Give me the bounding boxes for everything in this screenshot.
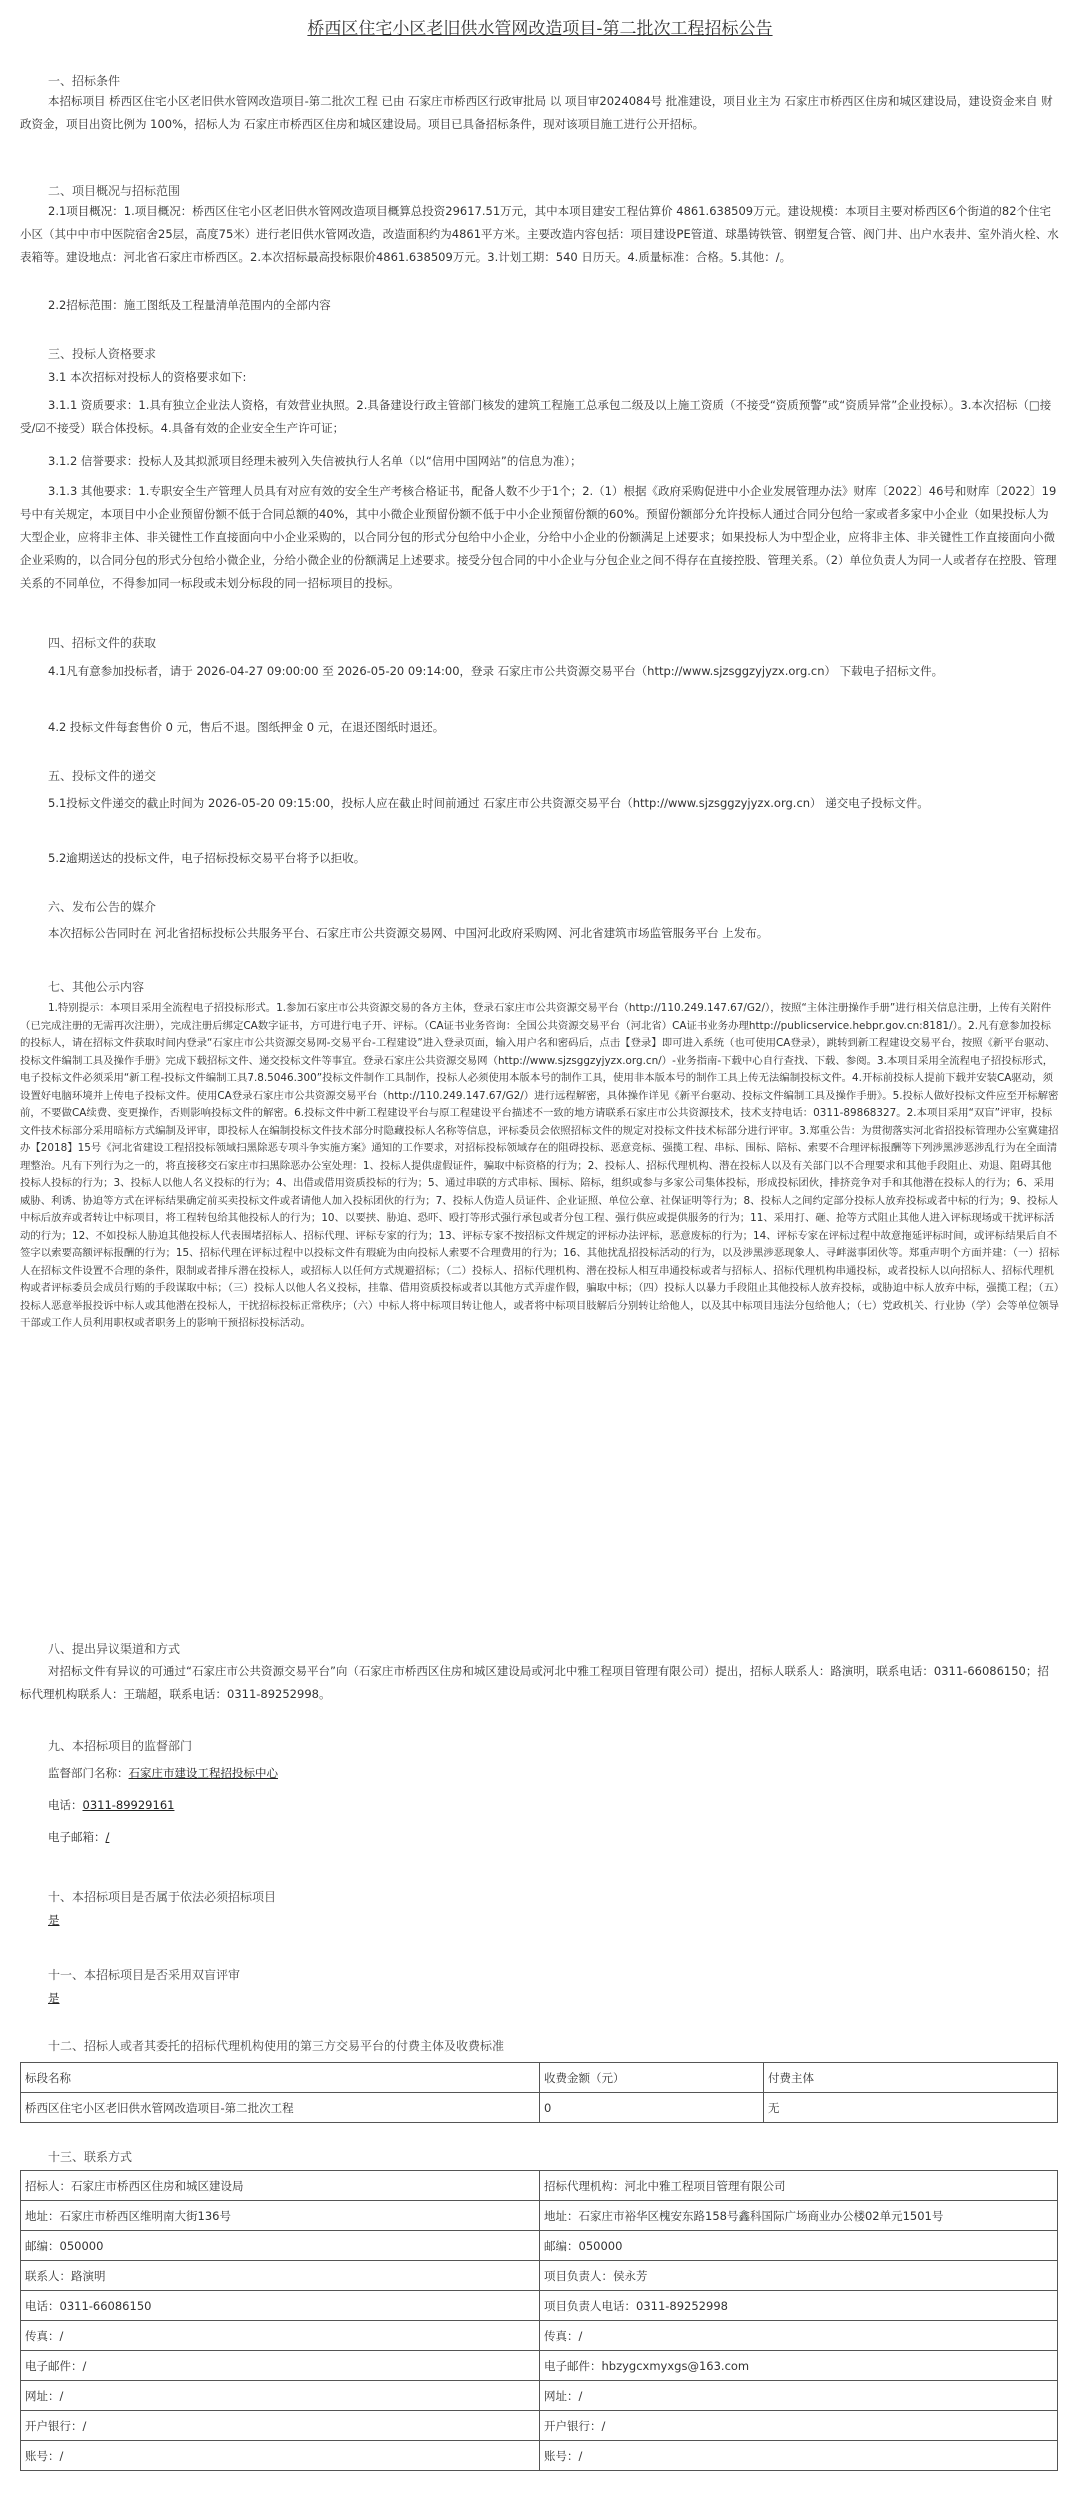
contact-agency-address: 地址：石家庄市裕华区槐安东路158号鑫科国际广场商业办公楼02单元1501号 xyxy=(540,2201,1058,2231)
section-heading-11: 十一、本招标项目是否采用双盲评审 xyxy=(48,1968,241,1982)
contact-tenderer-bank: 开户银行：/ xyxy=(21,2411,540,2441)
contact-tenderer-fax: 传真：/ xyxy=(21,2321,540,2351)
contact-tenderer: 招标人：石家庄市桥西区住房和城区建设局 xyxy=(21,2171,540,2201)
supervisor-dept-label: 监督部门名称： xyxy=(48,1766,129,1780)
section-heading-12: 十二、招标人或者其委托的招标代理机构使用的第三方交易平台的付费主体及收费标准 xyxy=(48,2039,505,2053)
section-heading-2: 二、项目概况与招标范围 xyxy=(48,184,181,198)
table-row xyxy=(21,2351,1058,2381)
section-3-qualification: 3.1.1 资质要求：1.具有独立企业法人资格，有效营业执照。2.具备建设行政主管部门核发的建筑工程施工总承包二级及以上施工资质（不接受“资质预警”或“资质异常”企业投标）。3.本次招标（□接受/☑不接受）联合体投标。4.具备有效的企业安全生产许可证； xyxy=(20,398,1052,435)
fee-header-section: 标段名称 xyxy=(21,2063,540,2093)
section-2-overview: 2.1项目概况：1.项目概况：桥西区住宅小区老旧供水管网改造项目概算总投资29617.51万元，其中本项目建安工程估算价 4861.638509万元。建设规模：本项目主要对桥西区6个街道的82个住宅小区（其中中市中医院宿舍25层，高度75米）进行老旧供水管网改造，改造面积约为4861平方米。主要改造内容包括：项目建设PE管道、球墨铸铁管、钢塑复合管、阀门井、出户水表井、室外消火栓、水表箱等。建设地点：河北省石家庄市桥西区。2.本次招标最高投标限价4861.638509万元。3.计划工期：540 日历天。4.质量标准：合格。5.其他：/。 xyxy=(20,204,1059,264)
table-row xyxy=(21,2201,1058,2231)
supervisor-email-label: 电子邮箱： xyxy=(48,1830,106,1844)
table-row xyxy=(21,2171,1058,2201)
fee-cell-amount: 0 xyxy=(540,2093,764,2123)
section-heading-6: 六、发布公告的媒介 xyxy=(48,900,157,914)
supervisor-dept-line xyxy=(48,1765,278,1781)
contact-agency-website: 网址：/ xyxy=(540,2381,1058,2411)
contact-tenderer-phone: 电话：0311-66086150 xyxy=(21,2291,540,2321)
contact-tenderer-email: 电子邮件：/ xyxy=(21,2351,540,2381)
contact-agency-manager: 项目负责人：侯永芳 xyxy=(540,2261,1058,2291)
section-heading-4: 四、招标文件的获取 xyxy=(48,636,157,650)
contact-agency: 招标代理机构：河北中雅工程项目管理有限公司 xyxy=(540,2171,1058,2201)
table-row xyxy=(21,2381,1058,2411)
section-5-late: 5.2逾期送达的投标文件，电子招标投标交易平台将予以拒收。 xyxy=(48,851,366,865)
fee-header-payer: 付费主体 xyxy=(764,2063,1058,2093)
table-row xyxy=(21,2441,1058,2471)
section-3-other: 3.1.3 其他要求：1.专职安全生产管理人员具有对应有效的安全生产考核合格证书，配备人数不少于1个；2.（1）根据《政府采购促进中小企业发展管理办法》财库〔2022〕46号和财库〔2022〕19号中有关规定，本项目中小企业预留份额不低于合同总额的40%，其中小微企业预留份额不低于中小企业预留份额的60%。预留份额部分允许投标人通过合同分包给一家或者多家中小企业（如果投标人为大型企业，应将非主体、非关键性工作直接面向中小企业采购的，以合同分包的形式分包给中小企业，分给中小企业的份额满足上述要求；如果投标人为中型企业，应将非主体、非关键性工作直接面向小微企业采购的，以合同分包的形式分包给小微企业，分给小微企业的份额满足上述要求。接受分包合同的中小企业与分包企业之间不得存在直接控股、管理关系。（2）单位负责人为同一人或者存在控股、管理关系的不同单位，不得参加同一标段或未划分标段的同一招标项目的投标。 xyxy=(20,484,1057,590)
table-row xyxy=(21,2231,1058,2261)
section-6-media: 本次招标公告同时在 河北省招标投标公共服务平台、石家庄市公共资源交易网、中国河北政府采购网、河北省建筑市场监管服务平台 上发布。 xyxy=(48,926,769,940)
section-heading-7: 七、其他公示内容 xyxy=(48,980,145,994)
contact-tenderer-postcode: 邮编：050000 xyxy=(21,2231,540,2261)
section-3-credit: 3.1.2 信誉要求：投标人及其拟派项目经理未被列入失信被执行人名单（以“信用中国网站”的信息为准）； xyxy=(48,454,582,468)
fee-table-header xyxy=(21,2063,1058,2093)
table-row xyxy=(21,2261,1058,2291)
contact-agency-bank: 开户银行：/ xyxy=(540,2411,1058,2441)
section-8-text: 对招标文件有异议的可通过“石家庄市公共资源交易平台”向（石家庄市桥西区住房和城区建设局或河北中雅工程项目管理有限公司）提出，招标人联系人：路演明，联系电话：0311-66086150；招标代理机构联系人：王瑞超，联系电话：0311-89252998。 xyxy=(20,1664,1049,1701)
section-heading-5: 五、投标文件的递交 xyxy=(48,769,157,783)
contact-agency-email: 电子邮件：hbzygcxmyxgs@163.com xyxy=(540,2351,1058,2381)
supervisor-phone-label: 电话： xyxy=(48,1798,83,1812)
supervisor-email-value: / xyxy=(105,1830,110,1844)
section-heading-13: 十三、联系方式 xyxy=(48,2150,133,2164)
section-7-text: 1.特别提示：本项目采用全流程电子招投标形式。1.参加石家庄市公共资源交易的各方主体，登录石家庄市公共资源交易平台（http://110.249.147.67/G2/），按照“主体注册操作手册”进行相关信息注册，上传有关附件（已完成注册的无需再次注册），完成注册后绑定CA数字证书，方可进行电子开、评标。（CA证书业务咨询：全国公共资源交易平台（河北省）CA证书业务办理http://publicservice.hebpr.gov.cn:8181/）。2.凡有意参加投标的投标人，请在招标文件获取时间内登录“石家庄市公共资源交易网-交易平台-工程建设”进入登录页面，输入用户名和密码后，点击【登录】即可进入系统（也可使用CA登录），跳转到新工程建设交易平台，按照《新平台驱动、投标文件编制工具及操作手册》完成下载招标文件、递交投标文件等事宜。登录石家庄公共资源交易网（http://www.sjzsggzyjyzx.org.cn/）-业务指南-下载中心自行查找、下载、参阅。3.本项目采用全流程电子招投标形式，电子投标文件必须采用“新工程-投标文件编制工具7.8.5046.300”投标文件制作工具制作，投标人必须使用本版本号的制作工具，使用非本版本号的制作工具上传无法编制投标文件。4.开标前投标人提前下载并安装CA驱动，须设置好电脑环境并上传电子投标文件。使用CA登录石家庄市公共资源交易平台（http://110.249.147.67/G2/）进行远程解密，具体操作详见《新平台驱动、投标文件编制工具及操作手册》。5.投标人做好投标文件应至开标解密前，不要做CA续费、变更操作，否则影响投标文件的解密。6.投标文件中新工程建设平台与原工程建设平台描述不一致的地方请联系石家庄市公共资源技术，技术支持电话：0311-89868327。2.本项目采用“双盲”评审，投标文件技术标部分采用暗标方式编制及评审，即投标人在编制投标文件技术部分时隐藏投标人名称等信息，评标委员会依照招标文件的规定对投标文件技术标部分进行评审。3.郑重公告：为贯彻落实河北省招投标管理办公室冀建招办【2018】15号《河北省建设工程招投标领域扫黑除恶专项斗争实施方案》通知的工作要求，对招标投标领域存在的阻碍投标、恶意竞标、强揽工程、串标、围标、陪标、索要不合理评标报酬等下列涉黑涉恶涉乱行为在全面清理整治。凡有下列行为之一的，将直接移交石家庄市扫黑除恶办公室处理：1、投标人提供虚假证件，骗取中标资格的行为；2、投标人、招标代理机构、潜在投标人以及有关部门以不合理要求和其他手段阻止、劝退、阻碍其他投标人投标的行为；3、投标人以他人名义投标的行为；4、出借或借用资质投标的行为；5、通过串联的方式串标、围标、陪标，组织或参与多家公司集体投标，形成投标团伙，排挤竞争对手和其他潜在投标人的行为；6、采用威胁、利诱、协迫等方式在评标结果确定前买卖投标文件或者请他人加入投标团伙的行为；7、投标人伪造人员证件、企业证照、单位公章、社保证明等行为；8、投标人之间约定部分投标人放弃投标或者中标的行为；9、投标人中标后放弃或者转让中标项目，将工程转包给其他投标人的行为；10、以要挟、胁迫、恐吓、殴打等形式强行承包或者分包工程、强行供应或提供服务的行为；11、采用打、砸、抢等方式阻止其他人进入评标现场或干扰评标活动的行为；12、不如投标人胁迫其他投标人代表围堵招标人、招标代理、评标专家的行为；13、评标专家不按招标文件规定的评标办法评标，恶意废标的行为；14、评标专家在评标过程中故意拖延评标时间，或评标结果后自不签字以索要高额评标报酬的行为；15、招标代理在评标过程中以投标文件有瑕疵为由向投标人索要不合理费用的行为；16、其他扰乱招投标活动的行为，以及涉黑涉恶现象人、寻衅滋事团伙等。郑重声明个方面并建：（一）招标人在招标文件设置不合理的条件，限制或者排斥潜在投标人，或招标人以任何方式规避招标；（二）投标人、招标代理机构、潜在投标人相互串通投标或者与招标人、招标代理机构串通投标，或者投标人以向招标人、招标代理机构或者评标委员会成员行贿的手段谋取中标；（三）投标人以他人名义投标，挂靠、借用资质投标或者以其他方式弄虚作假，骗取中标；（四）投标人以暴力手段阻止其他投标人放弃投标，或胁迫中标人放弃中标，强揽工程；（五）投标人恶意举报投诉中标人或其他潜在投标人，干扰招标投标正常秩序；（六）中标人将中标项目转让他人，或者将中标项目肢解后分别转让给他人，以及其中标项目违法分包给他人；（七）党政机关、行业协（学）会等单位领导干部或工作人员利用职权或者职务上的影响干预招标投标活动。 xyxy=(20,1002,1060,1329)
section-heading-10: 十、本招标项目是否属于依法必须招标项目 xyxy=(48,1890,277,1904)
table-row xyxy=(21,2291,1058,2321)
table-row xyxy=(21,2093,1058,2123)
fee-header-amount: 收费金额（元） xyxy=(540,2063,764,2093)
contact-tenderer-person: 联系人：路演明 xyxy=(21,2261,540,2291)
section-heading-9: 九、本招标项目的监督部门 xyxy=(48,1739,193,1753)
table-row xyxy=(21,2411,1058,2441)
section-heading-8: 八、提出异议渠道和方式 xyxy=(48,1642,181,1656)
contact-tenderer-website: 网址：/ xyxy=(21,2381,540,2411)
supervisor-dept-value: 石家庄市建设工程招投标中心 xyxy=(128,1766,278,1780)
section-10-value: 是 xyxy=(48,1913,60,1927)
supervisor-phone-value: 0311-89929161 xyxy=(82,1798,175,1812)
section-4-download: 4.1凡有意参加投标者，请于 2026-04-27 09:00:00 至 2026-05-20 09:14:00，登录 石家庄市公共资源交易平台（http://www.sjzsggzyjyzx.org.cn） 下载电子招标文件。 xyxy=(48,664,944,678)
contact-tenderer-account: 账号：/ xyxy=(21,2441,540,2471)
section-5-deadline: 5.1投标文件递交的截止时间为 2026-05-20 09:15:00，投标人应在截止时间前通过 石家庄市公共资源交易平台（http://www.sjzsggzyjyzx.org.cn） 递交电子投标文件。 xyxy=(48,796,929,810)
contact-table xyxy=(20,2170,1058,2471)
section-heading-1: 一、招标条件 xyxy=(48,74,121,88)
table-row xyxy=(21,2321,1058,2351)
section-11-value: 是 xyxy=(48,1991,60,2005)
contact-tenderer-address: 地址：石家庄市桥西区维明南大街136号 xyxy=(21,2201,540,2231)
contact-agency-postcode: 邮编：050000 xyxy=(540,2231,1058,2261)
section-4-price: 4.2 投标文件每套售价 0 元，售后不退。图纸押金 0 元，在退还图纸时退还。 xyxy=(48,720,445,734)
supervisor-email-line xyxy=(48,1829,109,1845)
fee-cell-payer: 无 xyxy=(764,2093,1058,2123)
page-title: 桥西区住宅小区老旧供水管网改造项目-第二批次工程招标公告 xyxy=(307,19,773,39)
section-3-intro: 3.1 本次招标对投标人的资格要求如下: xyxy=(48,370,247,384)
section-heading-3: 三、投标人资格要求 xyxy=(48,347,157,361)
fee-cell-section: 桥西区住宅小区老旧供水管网改造项目-第二批次工程 xyxy=(21,2093,540,2123)
section-1-text: 本招标项目 桥西区住宅小区老旧供水管网改造项目-第二批次工程 已由 石家庄市桥西区行政审批局 以 项目审2024084号 批准建设，项目业主为 石家庄市桥西区住房和城区建设局，建设资金来自 财政资金，项目出资比例为 100%，招标人为 石家庄市桥西区住房和城区建设局。项目已具备招标条件，现对该项目施工进行公开招标。 xyxy=(20,94,1053,131)
contact-agency-fax: 传真：/ xyxy=(540,2321,1058,2351)
contact-agency-account: 账号：/ xyxy=(540,2441,1058,2471)
contact-agency-phone: 项目负责人电话：0311-89252998 xyxy=(540,2291,1058,2321)
section-2-scope: 2.2招标范围：施工图纸及工程量清单范围内的全部内容 xyxy=(48,298,331,312)
fee-table xyxy=(20,2062,1058,2123)
supervisor-phone-line xyxy=(48,1797,174,1813)
